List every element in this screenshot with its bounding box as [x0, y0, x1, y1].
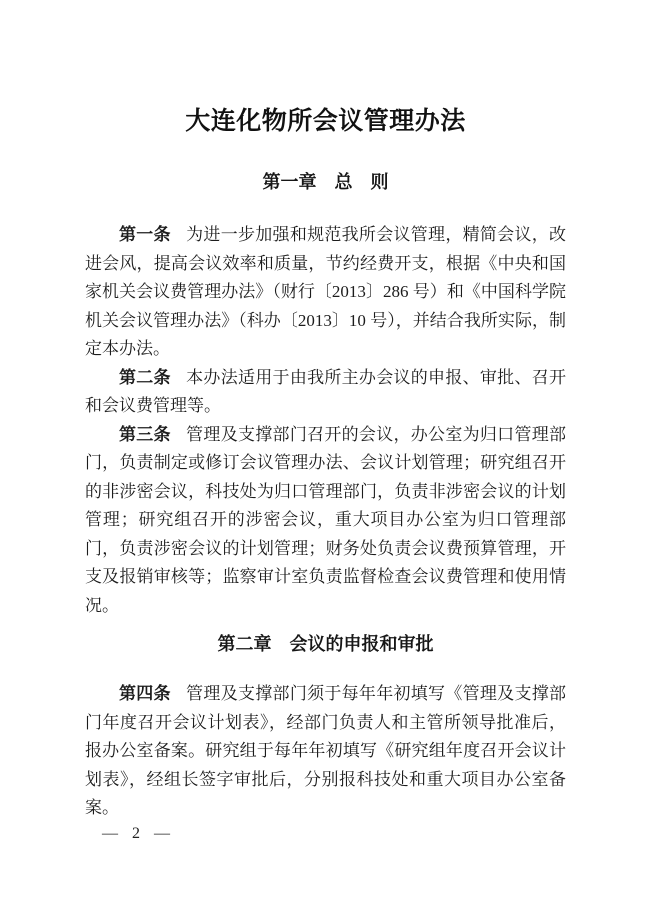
- page-number: — 2 —: [102, 825, 170, 842]
- document-title: 大连化物所会议管理办法: [185, 108, 466, 135]
- clause-paragraph-2: [85, 364, 566, 421]
- chapter-1-heading: 第一章 总 则: [262, 172, 389, 192]
- clause-2-text: 本办法适用于由我所主办会议的申报、审批、召开和会议费管理等。: [85, 367, 567, 415]
- document-content: [85, 0, 566, 823]
- clause-paragraph-1: [85, 221, 566, 364]
- clause-3-label: 第三条: [119, 424, 171, 444]
- clause-2-label: 第二条: [119, 367, 171, 387]
- clause-paragraph-3: [85, 421, 566, 621]
- clause-4-text: 管理及支撑部门须于每年年初填写《管理及支撑部门年度召开会议计划表》，经部门负责人和主管所领导批准后，报办公室备案。研究组于每年年初填写《研究组年度召开会议计划表》，经组长签字审批后，分别报科技处和重大项目办公室备案。: [85, 684, 567, 817]
- clause-1-label: 第一条: [119, 225, 171, 244]
- clause-1-text: 为进一步加强和规范我所会议管理，精简会议，改进会风，提高会议效率和质量，节约经费开支，根据《中央和国家机关会议费管理办法》（财行〔2013〕286 号）和《中国科学院机关会议管理办法》（科办〔2013〕10 号），并结合我所实际，制定本办法。: [85, 225, 567, 358]
- clause-3-text: 管理及支撑部门召开的会议，办公室为归口管理部门，负责制定或修订会议管理办法、会议计划管理；研究组召开的非涉密会议，科技处为归口管理部门，负责非涉密会议的计划管理；研究组召开的涉密会议，重大项目办公室为归口管理部门，负责涉密会议的计划管理；财务处负责会议费预算管理，开支及报销审核等；监察审计室负责监督检查会议费管理和使用情况。: [85, 424, 567, 615]
- clause-4-label: 第四条: [119, 684, 171, 703]
- clause-paragraph-4: [85, 680, 566, 823]
- chapter-2-heading: 第二章 会议的申报和审批: [217, 634, 434, 654]
